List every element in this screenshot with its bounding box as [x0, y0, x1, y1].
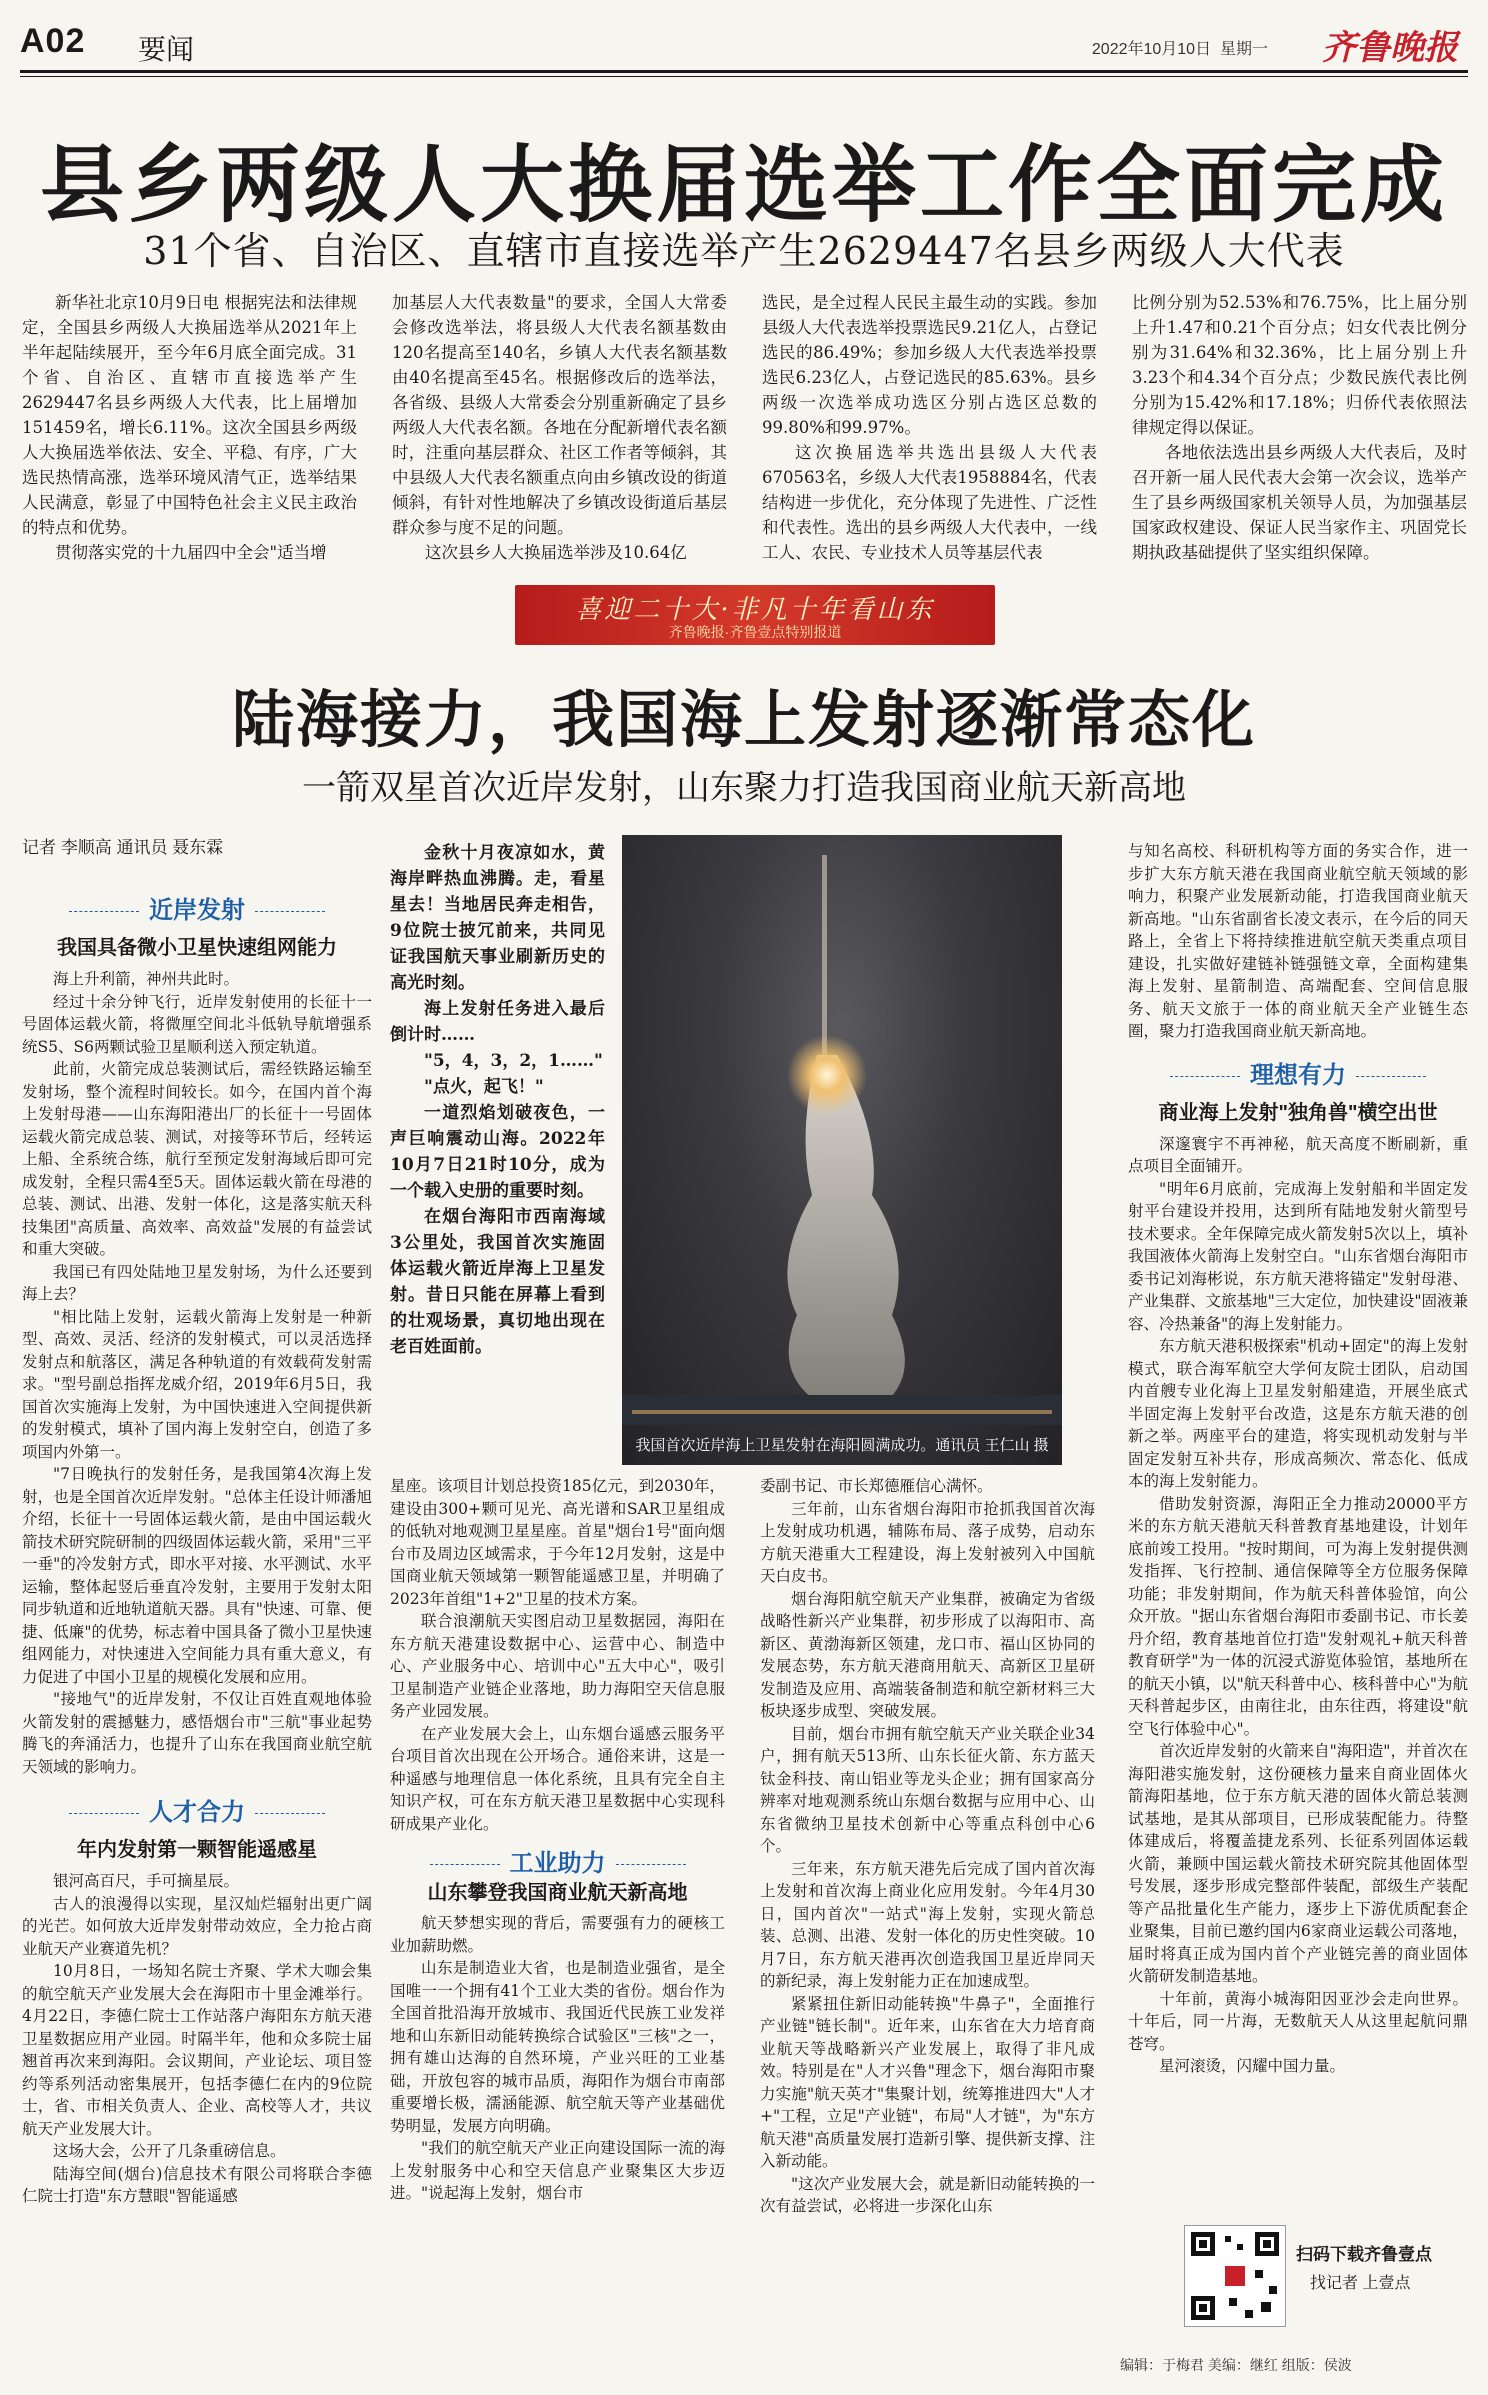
section-subheading: 商业海上发射"独角兽"横空出世 [1158, 1101, 1438, 1124]
paragraph: "相比陆上发射，运载火箭海上发射是一种新型、高效、灵活、经济的发射模式，可以灵活选择发射点和航落区，满足各种轨道的有效载荷发射需求。"型号副总指挥龙威介绍，2019年6月5日，我国首次实施海上发射，为中国快速进入空间提供新的发射模式，填补了国内海上发射空白，创造了多项国内外第一。 [22, 1307, 372, 1461]
paragraph: 银河高百尺，手可摘星辰。 [53, 1872, 240, 1890]
article1-column-3 [762, 290, 1097, 565]
weekday-text: 星期一 [1219, 41, 1268, 58]
paragraph: 加基层人大代表数量"的要求，全国人大常委会修改选举法，将县级人大代表名额基数由120名提高至140名，乡镇人大代表名额基数由40名提高至45名。根据修改后的选举法，各省级、县级人大常委会分别重新确定了县乡两级人大代表名额。各地在分配新增代表名额时，注重向基层群众、社区工作者等倾斜，其中县级人大代表名额重点向由乡镇改设的街道倾斜，有针对性地解决了乡镇改设街道后基层群众参与度不足的问题。 [392, 293, 727, 537]
paragraph: "我们的航空航天产业正向建设国际一流的海上发射服务中心和空天信息产业聚集区大步迈进。"说起海上发射，烟台市 [390, 2139, 725, 2202]
article2-column-2 [390, 1475, 725, 2205]
paragraph: 在产业发展大会上，山东烟台遥感云服务平台项目首次出现在公开场合。通俗来讲，这是一种遥感与地理信息一体化系统，且具有完全自主知识产权，可在东方航天港卫星数据中心实现科研成果产业化。 [390, 1724, 725, 1833]
banner-title: 喜迎二十大·非凡十年看山东 [575, 595, 935, 625]
section-body [1128, 1133, 1468, 2078]
qr-code-icon [1185, 2226, 1285, 2326]
paragraph: "接地气"的近岸发射，不仅让百姓直观地体验火箭发射的震撼魅力，感悟烟台市"三航"事业起势腾飞的奔涌活力，也提升了山东在我国商业航空航天领域的影响力。 [22, 1690, 372, 1776]
section-heading-talent: 人才合力 [22, 1792, 372, 1827]
paragraph: 星河滚烫，闪耀中国力量。 [1159, 2057, 1346, 2075]
paragraph: 三年来，东方航天港先后完成了国内首次海上发射和首次海上商业化应用发射。今年4月30日，国内首次"一站式"海上发射，实现火箭总装、总测、出港、发射一体化的历史性突破。10月7日，东方航天港再次创造我国卫星近岸同天的新纪录，海上发射能力正在加速成型。 [760, 1859, 1095, 1990]
byline: 记者 李顺高 通讯员 聂东霖 [22, 838, 224, 857]
paragraph: 金秋十月夜凉如水，黄海岸畔热血沸腾。走，看星星去！当地居民奔走相告，9位院士披冗前来，共同见证我国航天事业刷新历史的高光时刻。 [390, 843, 605, 993]
page-number: A02 [20, 22, 86, 60]
section-label: 要闻 [138, 34, 195, 65]
section-heading-industry: 工业助力 [390, 1853, 725, 1876]
paragraph: 这场大会，公开了几条重磅信息。 [53, 2142, 286, 2160]
paragraph: 首次近岸发射的火箭来自"海阳造"，并首次在海阳港实施发射，这份硬核力量来自商业固体火箭海阳基地，位于东方航天港的固体火箭总装测试基地，是其从部项目，已形成装配能力。待整体建成后，将覆盖捷龙系列、长征系列固体运载火箭，兼顾中国运载火箭技术研究院其他固体型号发展，逐步形成完整部件装配，部级生产装配等产品批量化生产能力，逐步上下游优质配套企业聚集，目前已邀约国内6家商业运载公司落地，届时将真正成为国内首个产业链完善的商业固体火箭研发制造基地。 [1128, 1742, 1468, 1985]
paragraph: 目前，烟台市拥有航空航天产业关联企业34户，拥有航天513所、山东长征火箭、东方蓝天钛金科技、南山铝业等龙头企业；拥有国家高分辨率对地观测系统山东烟台数据与应用中心、山东省微纳卫星技术创新中心等重点科创中心6个。 [760, 1724, 1095, 1855]
paragraph: 这次换届选举共选出县级人大代表670563名，乡级人大代表1958884名，代表结构进一步优化，充分体现了先进性、广泛性和代表性。选出的县乡两级人大代表中，一线工人、农民、专业技术人员等基层代表 [762, 443, 1097, 562]
paragraph: "这次产业发展大会，就是新旧动能转换的一次有益尝试，必将进一步深化山东 [760, 2174, 1095, 2215]
header-rule [20, 70, 1468, 73]
paragraph: 紧紧扭住新旧动能转换"牛鼻子"，全面推行产业链"链长制"。近年来，山东省在大力培育商业航天等战略新兴产业发展上，取得了非凡成效。特别是在"人才兴鲁"理念下，烟台海阳市聚力实施"航天英才"集聚计划，统筹推进四大"人才+"工程，立足"产业链"，布局"人才链"，为"东方航天港"高质量发展打造新引擎、提供新支撑、注入新动能。 [760, 1994, 1095, 2170]
paragraph: 10月8日，一场知名院士齐聚、学术大咖会集的航空航天产业发展大会在海阳市十里金滩举行。4月22日，李德仁院士工作站落户海阳东方航天港卫星数据应用产业园。时隔半年，他和众多院士届翘首再次来到海阳。会议期间，产业论坛、项目签约等系列活动密集展开，包括李德仁在内的9位院士，省、市相关负责人、企业、高校等人才，共议航天产业发展大计。 [22, 1962, 372, 2138]
paragraph: 一道烈焰划破夜色，一声巨响震动山海。2022年10月7日21时10分，成为一个载入史册的重要时刻。 [390, 1103, 605, 1201]
section-heading-coastal-launch: 近岸发射 [22, 890, 372, 925]
paragraph: 山东是制造业大省，也是制造业强省，是全国唯一一个拥有41个工业大类的省份。烟台作为全国首批沿海开放城市、我国近代民族工业发祥地和山东新旧动能转换综合试验区"三核"之一，拥有雄山达海的自然环境，产业兴旺的工业基础，开放包容的城市品质，海阳作为烟台市南部重要增长极，濡涵能源、航空航天等产业基础优势明显，发展方向明确。 [390, 1959, 725, 2135]
section-heading-ideals: 理想有力 [1128, 1055, 1468, 1090]
paragraph: 各地依法选出县乡两级人大代表后，及时召开新一届人民代表大会第一次会议，选举产生了县乡两级国家机关领导人员，为加强基层国家政权建设、保证人民当家作主、巩固党长期执政基础提供了坚实组织保障。 [1132, 443, 1467, 562]
section-subheading: 我国具备微小卫星快速组网能力 [57, 937, 337, 959]
paragraph: 新华社北京10月9日电 根据宪法和法律规定，全国县乡两级人大换届选举从2021年上半年起陆续展开，至今年6月底全面完成。31个省、自治区、直辖市直接选举产生2629447名县乡两级人大代表，比上届增加151459名，增长6.11%。这次全国县乡两级人大换届选举依法、安全、平稳、有序，广大选民热情高涨，选举环境风清气正，选举结果人民满意，彰显了中国特色社会主义民主政治的特点和优势。 [22, 293, 357, 537]
article1-column-1 [22, 290, 357, 565]
paragraph: 这次县乡人大换届选举涉及10.64亿 [425, 543, 687, 562]
paragraph: 东方航天港积极探索"机动+固定"的海上发射模式，联合海军航空大学何友院士团队，启动国内首艘专业化海上卫星发射船建造，开展坐底式半固定海上发射平台改造，这是东方航天港的创新之举。两座平台的建造，将实现机动发射与半固定发射互补共存，形成高频次、常态化、低成本的海上发射能力。 [1128, 1337, 1468, 1490]
paragraph: 陆海空间(烟台)信息技术有限公司将联合李德仁院士打造"东方慧眼"智能遥感 [22, 2164, 372, 2205]
article1-column-2 [392, 290, 727, 565]
rocket-plume-icon [622, 835, 1062, 1465]
article2-column-1 [22, 890, 372, 2208]
paragraph: "7日晚执行的发射任务，是我国第4次海上发射，也是全国首次近岸发射。"总体主任设计师潘旭介绍，长征十一号固体运载火箭，是由中国运载火箭技术研究院研制的四级固体运载火箭，采用"三平一垂"的冷发射方式，即水平对接、水平测试、水平运输，整体起竖后垂直冷发射，主要用于发射太阳同步轨道和近地轨道航天器。具有"快速、可靠、便捷、低廉"的优势，标志着中国具备了微小卫星快速组网能力，对快速进入空间能力具有重大意义，有力促进了中国小卫星的规模化发展和应用。 [22, 1465, 372, 1686]
paragraph: 委副书记、市长郑德雁信心满怀。 [760, 1477, 993, 1495]
issue-date [1092, 36, 1268, 59]
date-text: 2022年10月10日 [1091, 41, 1212, 58]
paragraph: 星座。该项目计划总投资185亿元，到2030年，建设由300+颗可见光、高光谱和SAR卫星组成的低轨对地观测卫星星座。首星"烟台1号"面向烟台市及周边区域需求，于今年12月发射，这是中国商业航天领域第一颗智能遥感卫星，并明确了2023年首组"1+2"卫星的技术方案。 [390, 1477, 725, 1608]
section-subheading: 年内发射第一颗智能遥感星 [77, 1839, 317, 1861]
rocket-launch-photo [622, 835, 1062, 1465]
page-header [20, 18, 1468, 66]
paragraph: 海上升利箭，神州共此时。 [53, 970, 240, 988]
subheadline-sea-launch: 一箭双星首次近岸发射，山东聚力打造我国商业航天新高地 [302, 768, 1186, 808]
headline-sea-launch: 陆海接力，我国海上发射逐渐常态化 [231, 683, 1256, 756]
paragraph: 选民，是全过程人民民主最生动的实践。参加县级人大代表选举投票选民9.21亿人，占登记选民的86.49%；参加乡级人大代表选举投票选民6.23亿人，占登记选民的85.63%。县乡两级一次选举成功选区分别占选区总数的99.80%和99.97%。 [762, 293, 1097, 437]
qr-label: 扫码下载齐鲁壹点 [1296, 2245, 1432, 2264]
newspaper-logo: 齐鲁晚报 [1322, 28, 1458, 68]
paragraph: 十年前，黄海小城海阳因亚沙会走向世界。十年后，同一片海，无数航天人从这里起航问鼎苍穹。 [1128, 1989, 1468, 2053]
photo-caption: 我国首次近岸海上卫星发射在海阳圆满成功。通讯员 王仁山 摄 [635, 1437, 1049, 1454]
article2-intro [390, 840, 605, 1360]
headline-elections: 县乡两级人大换届选举工作全面完成 [39, 135, 1448, 234]
paragraph: 古人的浪漫得以实现，星汉灿烂辐射出更广阔的光芒。如何放大近岸发射带动效应，全力抢占商业航天产业赛道先机？ [22, 1894, 372, 1958]
paragraph: 此前，火箭完成总装测试后，需经铁路运输至发射场，整个流程时间较长。如今，在国内首个海上发射母港——山东海阳港出厂的长征十一号固体运载火箭完成总装、测试，对接等环节后，经转运上船、全系统合练，航行至预定发射海域后即可完成发射，全程只需4至5天。固体运载火箭在母港的总装、测试、出港、发射一体化，这是落实航天科技集团"高质量、高效率、高效益"发展的有益尝试和重大突破。 [22, 1060, 372, 1258]
paragraph: 深邃寰宇不再神秘，航天高度不断刷新，重点项目全面铺开。 [1128, 1134, 1468, 1175]
paragraph: 与知名高校、科研机构等方面的务实合作，进一步扩大东方航天港在我国商业航空航天领域的影响力，积聚产业发展新动能，打造我国商业航天新高地。"山东省副省长凌文表示，在今后的同天路上，全省上下将持续推进航空航天类重点项目建设，扎实做好建链补链强链文章，全面构建集海上发射、星箭制造、高端配套、空间信息服务、航天文旅于一体的商业航天全产业链生态圈，聚力打造我国商业航天新高地。 [1128, 842, 1468, 1040]
paragraph: 联合浪潮航天实图启动卫星数据园，海阳在东方航天港建设数据中心、运营中心、制造中心、产业服务中心、培训中心"五大中心"，吸引卫星制造产业链企业落地，助力海阳空天信息服务产业园发展。 [390, 1612, 725, 1720]
special-report-banner [515, 585, 995, 645]
paragraph: 我国已有四处陆地卫星发射场，为什么还要到海上去？ [22, 1262, 372, 1303]
article2-column-4 [1128, 840, 1468, 2078]
banner-subtitle: 齐鲁晚报·齐鲁壹点特别报道 [668, 624, 842, 640]
article1-column-4 [1132, 290, 1467, 565]
paragraph: 借助发射资源，海阳正全力推动20000平方米的东方航天港航天科普教育基地建设，计划年底前竣工投用。"按时期间，可为海上发射提供测发指挥、飞行控制、通信保障等全方位服务保障功能；非发射期间，作为航天科普体验馆，向公众开放。"据山东省烟台海阳市委副书记、市长姜丹介绍，教育基地首位打造"发射观礼+航天科普教育研学"为一体的沉浸式游览体验馆，基地所在的航天小镇，以"航天科普中心、核科普中心"为航天科普起步区，由南往北，由东往西，将建设"航空飞行体验中心"。 [1128, 1494, 1468, 1738]
section-body [22, 968, 372, 1778]
paragraph: "明年6月底前，完成海上发射船和半固定发射平台建设并投用，达到所有陆地发射火箭型号技术要求。全年保障完成火箭发射5次以上，填补我国液体火箭海上发射空白。"山东省烟台海阳市委书记刘海彬说，东方航天港将锚定"发射母港、产业集群、文旅基地"三大定位，加快建设"固液兼容、冷热兼备"的海上发射能力。 [1128, 1179, 1468, 1333]
paragraph: "5，4，3，2，1……" [424, 1051, 603, 1071]
paragraph: 在烟台海阳市西南海域3公里处，我国首次实施固体运载火箭近岸海上卫星发射。昔日只能在屏幕上看到的壮观场景，真切地出现在老百姓面前。 [390, 1207, 605, 1357]
header-rule-thin [20, 76, 1468, 77]
qr-code[interactable] [1184, 2225, 1286, 2327]
section-body [1128, 840, 1468, 1043]
subheadline-elections: 31个省、自治区、直辖市直接选举产生2629447名县乡两级人大代表 [143, 229, 1345, 273]
paragraph: 航天梦想实现的背后，需要强有力的硬核工业加薪助燃。 [390, 1914, 725, 1955]
paragraph: 海上发射任务进入最后倒计时…… [390, 999, 605, 1045]
section-subheading: 山东攀登我国商业航天新高地 [427, 1881, 688, 1904]
paragraph: 贯彻落实党的十九届四中全会"适当增 [55, 543, 327, 562]
paragraph: 烟台海阳航空航天产业集群，被确定为省级战略性新兴产业集群，初步形成了以海阳市、高新区、黄渤海新区领建，龙口市、福山区协同的发展态势，东方航天港商用航天、高新区卫星研发制造及应用、高端装备制造和航空新材料三大板块逐步成型、突破发展。 [760, 1589, 1095, 1720]
paragraph: 三年前，山东省烟台海阳市抢抓我国首次海上发射成功机遇，辅陈布局、落子成势，启动东方航天港重大工程建设，海上发射被列入中国航天白皮书。 [760, 1499, 1095, 1585]
section-body [22, 1870, 372, 2208]
article2-column-3 [760, 1475, 1095, 2218]
editor-credits: 编辑：于梅君 美编：继红 组版：侯波 [1120, 2357, 1352, 2373]
paragraph: 经过十余分钟飞行，近岸发射使用的长征十一号固体运载火箭，将微厘空间北斗低轨导航增强系统S5、S6两颗试验卫星顺利送入预定轨道。 [22, 992, 372, 1056]
paragraph: 比例分别为52.53%和76.75%，比上届分别上升1.47和0.21个百分点；妇女代表比例分别为31.64%和32.36%，比上届分别上升3.23个和4.34个百分点；少数民族代表比例分别为15.42%和17.18%；归侨代表依照法律规定得以保证。 [1132, 293, 1467, 437]
paragraph: "点火，起飞！" [424, 1077, 544, 1097]
qr-sublabel: 找记者 上壹点 [1310, 2275, 1411, 2292]
